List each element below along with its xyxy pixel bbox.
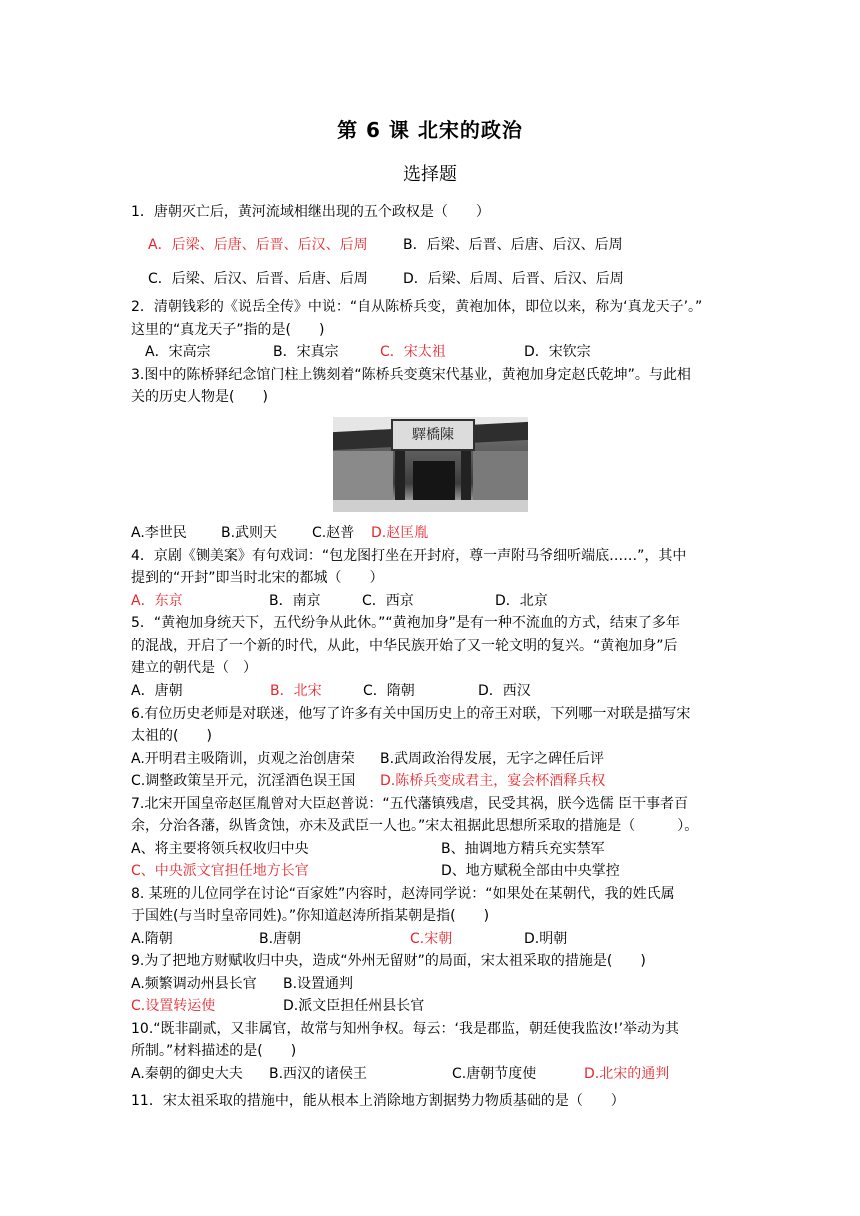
- q6-stem-line-2: 太祖的( ): [131, 728, 212, 744]
- q4-option-b: B．南京: [269, 593, 321, 609]
- photo-ground: [333, 500, 528, 512]
- q10-stem-line-2: 所制。”材料描述的是( ): [131, 1043, 297, 1059]
- q5-option-a: A．唐朝: [131, 683, 183, 699]
- q7-option-b: B、抽调地方精兵充实禁军: [441, 841, 605, 857]
- q10-option-d: D.北宋的通判: [584, 1066, 670, 1082]
- q5-option-d: D．西汉: [478, 683, 531, 699]
- q2-stem-line-2: 这里的“真龙天子”指的是( ): [131, 322, 325, 338]
- q1-stem: 1．唐朝灭亡后，黄河流域相继出现的五个政权是（ ）: [131, 204, 490, 220]
- q5-option-b: B．北宋: [270, 683, 322, 699]
- page-title: 第 6 课 北宋的政治: [337, 118, 523, 142]
- q1-option-a: A．后梁、后唐、后晋、后汉、后周: [148, 237, 368, 253]
- q9-option-a: A.频繁调动州县长官: [131, 976, 257, 992]
- q4-option-c: C．西京: [362, 593, 414, 609]
- q3-stem-line-1: 3.图中的陈桥驿纪念馆门柱上镌刻着“陈桥兵变奠宋代基业，黄袍加身定赵氏乾坤”。与此相: [131, 367, 691, 383]
- q3-option-a: A.李世民: [131, 525, 187, 541]
- q8-stem-line-1: 8. 某班的儿位同学在讨论“百家姓”内容时，赵涛同学说：“如果处在某朝代，我的姓氏属: [131, 886, 675, 902]
- q6-option-b: B.武周政治得发展，无字之碑任后评: [380, 751, 605, 767]
- q8-option-d: D.明朝: [524, 931, 568, 947]
- q9-option-b: B.设置通判: [283, 976, 354, 992]
- q2-option-a: A．宋高宗: [145, 344, 211, 360]
- q10-option-b: B.西汉的诸侯王: [269, 1066, 368, 1082]
- q3-option-b: B.武则天: [221, 525, 278, 541]
- q7-option-c: C、中央派文官担任地方长官: [131, 863, 309, 879]
- q4-option-a: A．东京: [131, 593, 183, 609]
- q4-option-d: D．北京: [495, 593, 548, 609]
- q7-option-d: D、地方赋税全部由中央掌控: [441, 863, 620, 879]
- q6-stem-line-1: 6.有位历史老师是对联迷，他写了许多有关中国历史上的帝王对联，下列哪一对联是描写宋: [131, 706, 691, 722]
- q3-option-d: D.赵匡胤: [371, 525, 429, 541]
- q7-option-a: A、将主要将领兵权收归中央: [131, 841, 309, 857]
- q8-option-c: C.宋朝: [410, 931, 453, 947]
- q3-stem-line-2: 关的历史人物是( ): [131, 389, 268, 405]
- q10-option-c: C.唐朝节度使: [452, 1066, 537, 1082]
- q10-stem-line-1: 10.“既非副贰，又非属官，故常与知州争权。每云：‘我是郡监，朝廷使我监汝!’举动为其: [131, 1021, 680, 1037]
- q10-option-a: A.秦朝的御史大夫: [131, 1066, 243, 1082]
- q7-stem-line-2: 余，分治各藩，纵皆贪蚀，亦未及武臣一人也。”宋太祖据此思想所采取的措施是（ ）。: [131, 818, 699, 834]
- q5-stem-line-3: 建立的朝代是（ ）: [131, 660, 257, 676]
- q9-stem-line-1: 9.为了把地方财赋收归中央，造成“外州无留财”的局面，宋太祖采取的措施是( ): [131, 953, 646, 969]
- q8-option-b: B.唐朝: [259, 931, 302, 947]
- section-title: 选择题: [403, 164, 457, 185]
- q4-stem-line-2: 提到的“开封”即当时北宋的都城（ ）: [131, 570, 384, 586]
- q5-stem-line-1: 5．“黄袍加身统天下，五代纷争从此休。”“黄袍加身”是有一种不流血的方式，结束了多年: [131, 615, 680, 631]
- q8-stem-line-2: 于国姓(与当时皇帝同姓)。”你知道赵涛所指某朝是指( ): [131, 908, 490, 924]
- q4-stem-line-1: 4．京剧《铡美案》有句戏词：“包龙图打坐在开封府，尊一声附马爷细听端底……”，其中: [131, 548, 687, 564]
- q1-option-c: C．后梁、后汉、后晋、后唐、后周: [148, 271, 368, 287]
- q11-stem-line-1: 11．宋太祖采取的措施中，能从根本上消除地方割据势力物质基础的是（ ）: [131, 1093, 625, 1109]
- q8-option-a: A.隋朝: [131, 931, 173, 947]
- q9-option-d: D.派文臣担任州县长官: [283, 998, 425, 1014]
- q2-stem-line-1: 2．清朝钱彩的《说岳全传》中说：“自从陈桥兵变，黄袍加体，即位以来，称为‘真龙天子’。”: [131, 299, 703, 315]
- q2-option-b: B．宋真宗: [273, 344, 339, 360]
- q6-option-a: A.开明君主吸隋训，贞观之治创唐荣: [131, 751, 355, 767]
- photo-plaque: 驛橋陳: [391, 419, 475, 451]
- q5-option-c: C．隋朝: [363, 683, 415, 699]
- q9-option-c: C.设置转运使: [131, 998, 216, 1014]
- q6-option-c: C.调整政策呈开元，沉淫酒色误王国: [131, 773, 356, 789]
- q2-option-c: C．宋太祖: [380, 344, 446, 360]
- q1-option-d: D．后梁、后周、后晋、后汉、后周: [403, 271, 624, 287]
- q2-option-d: D．宋钦宗: [524, 344, 591, 360]
- q3-option-c: C.赵普: [312, 525, 355, 541]
- q6-option-d: D.陈桥兵变成君主，宴会杯酒释兵权: [380, 773, 606, 789]
- q1-option-b: B．后梁、后晋、后唐、后汉、后周: [403, 237, 623, 253]
- q7-stem-line-1: 7.北宋开国皇帝赵匡胤曾对大臣赵普说：“五代藩镇残虐，民受其祸，朕今选儒 臣干事者百: [131, 796, 689, 812]
- q5-stem-line-2: 的混战，开启了一个新的时代，从此，中华民族开始了又一轮文明的复兴。“黄袍加身”后: [131, 638, 678, 654]
- chenqiao-memorial-photo: [333, 417, 528, 512]
